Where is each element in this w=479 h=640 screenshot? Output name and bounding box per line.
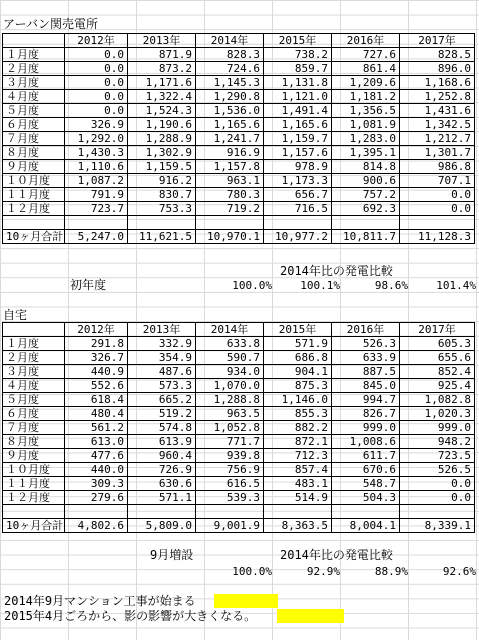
value-cell: 656.7 [264,188,332,202]
table-row [3,174,475,188]
table-row [3,393,475,407]
value-cell: 994.7 [332,393,400,407]
home-header-row [3,323,475,337]
value-cell: 716.5 [264,202,332,216]
value-cell: 552.6 [65,379,128,393]
home-total-row [3,519,475,533]
value-cell: 828.5 [400,48,475,62]
table-row [3,477,475,491]
value-cell: 1,283.0 [332,132,400,146]
year-header-cell: 2015年 [264,323,332,337]
month-label-cell: ６月度 [3,118,65,132]
value-cell: 571.9 [264,337,332,351]
blank-cell [332,216,400,230]
blank-cell [196,216,264,230]
urban-header-row [3,34,475,48]
year-header-cell: 2013年 [128,34,196,48]
value-cell: 1,165.6 [196,118,264,132]
value-cell: 487.6 [128,365,196,379]
value-cell: 440.0 [65,463,128,477]
total-value-cell: 5,247.0 [65,230,128,244]
value-cell: 630.6 [128,477,196,491]
value-cell: 925.4 [400,379,475,393]
table-row [3,48,475,62]
total-value-cell: 11,128.3 [400,230,475,244]
value-cell: 1,082.8 [400,393,475,407]
value-cell: 780.3 [196,188,264,202]
value-cell: 519.2 [128,407,196,421]
total-value-cell: 10,977.2 [264,230,332,244]
blank-row [3,505,475,519]
value-cell: 633.9 [332,351,400,365]
note-1-highlight [214,594,278,608]
value-cell: 1,395.1 [332,146,400,160]
table-row [3,76,475,90]
value-cell: 571.1 [128,491,196,505]
value-cell: 978.9 [264,160,332,174]
value-cell: 686.8 [264,351,332,365]
urban-ratio-2014: 100.0% [232,279,272,292]
value-cell: 1,252.8 [400,90,475,104]
month-label-cell: ８月度 [3,146,65,160]
value-cell: 480.4 [65,407,128,421]
value-cell: 618.4 [65,393,128,407]
value-cell: 712.3 [264,449,332,463]
value-cell: 291.8 [65,337,128,351]
month-label-cell: ３月度 [3,76,65,90]
value-cell: 0.0 [400,202,475,216]
month-label-cell: １０月度 [3,174,65,188]
home-ratio-2014: 100.0% [232,565,272,578]
year-header-cell: 2016年 [332,323,400,337]
value-cell: 855.3 [264,407,332,421]
value-cell: 1,301.7 [400,146,475,160]
value-cell: 1,168.6 [400,76,475,90]
month-label-cell: ７月度 [3,132,65,146]
value-cell: 861.4 [332,62,400,76]
header-corner-cell [3,323,65,337]
value-cell: 814.8 [332,160,400,174]
month-label-cell: ５月度 [3,104,65,118]
value-cell: 896.0 [400,62,475,76]
year-header-cell: 2017年 [400,323,475,337]
month-label-cell: １０月度 [3,463,65,477]
value-cell: 723.7 [65,202,128,216]
value-cell: 326.7 [65,351,128,365]
year-header-cell: 2017年 [400,34,475,48]
value-cell: 882.2 [264,421,332,435]
value-cell: 900.6 [332,174,400,188]
month-label-cell: ７月度 [3,421,65,435]
header-corner-cell [3,34,65,48]
total-value-cell: 11,621.5 [128,230,196,244]
value-cell: 1,288.9 [128,132,196,146]
urban-generation-table [2,33,475,244]
table-row [3,90,475,104]
table-row [3,491,475,505]
home-ratio-2015: 92.9% [306,565,340,578]
value-cell: 1,322.4 [128,90,196,104]
month-label-cell: １２月度 [3,491,65,505]
value-cell: 326.9 [65,118,128,132]
value-cell: 916.2 [128,174,196,188]
home-section-title: 自宅 [3,308,28,322]
month-label-cell: １１月度 [3,477,65,491]
value-cell: 1,491.4 [264,104,332,118]
value-cell: 590.7 [196,351,264,365]
value-cell: 0.0 [400,188,475,202]
value-cell: 1,342.5 [400,118,475,132]
year-header-cell: 2014年 [196,323,264,337]
value-cell: 939.8 [196,449,264,463]
value-cell: 726.9 [128,463,196,477]
value-cell: 1,052.8 [196,421,264,435]
note-1: 2014年9月マンション工事が始まる [4,594,196,608]
table-row [3,146,475,160]
value-cell: 963.1 [196,174,264,188]
urban-ratio-2017: 101.4% [436,279,476,292]
value-cell: 692.3 [332,202,400,216]
value-cell: 561.2 [65,421,128,435]
value-cell: 616.5 [196,477,264,491]
table-row [3,337,475,351]
value-cell: 0.0 [65,90,128,104]
blank-cell [128,216,196,230]
value-cell: 1,020.3 [400,407,475,421]
value-cell: 605.3 [400,337,475,351]
value-cell: 1,157.8 [196,160,264,174]
value-cell: 887.5 [332,365,400,379]
value-cell: 0.0 [400,491,475,505]
value-cell: 613.0 [65,435,128,449]
value-cell: 611.7 [332,449,400,463]
total-label-cell: 10ヶ月合計 [3,519,65,533]
value-cell: 948.2 [400,435,475,449]
blank-cell [264,216,332,230]
value-cell: 1,190.6 [128,118,196,132]
total-value-cell: 5,809.0 [128,519,196,533]
year-header-cell: 2013年 [128,323,196,337]
value-cell: 526.3 [332,337,400,351]
value-cell: 986.8 [400,160,475,174]
value-cell: 1,070.0 [196,379,264,393]
value-cell: 723.5 [400,449,475,463]
year-header-cell: 2015年 [264,34,332,48]
value-cell: 1,159.5 [128,160,196,174]
table-row [3,407,475,421]
value-cell: 309.3 [65,477,128,491]
urban-first-year-label: 初年度 [70,278,107,292]
value-cell: 1,157.6 [264,146,332,160]
value-cell: 483.1 [264,477,332,491]
table-row [3,188,475,202]
value-cell: 707.1 [400,174,475,188]
value-cell: 873.2 [128,62,196,76]
value-cell: 1,181.2 [332,90,400,104]
value-cell: 0.0 [400,477,475,491]
value-cell: 633.8 [196,337,264,351]
value-cell: 1,146.0 [264,393,332,407]
value-cell: 548.7 [332,477,400,491]
month-label-cell: ２月度 [3,62,65,76]
total-value-cell: 10,970.1 [196,230,264,244]
value-cell: 332.9 [128,337,196,351]
value-cell: 859.7 [264,62,332,76]
value-cell: 1,241.7 [196,132,264,146]
value-cell: 1,431.6 [400,104,475,118]
value-cell: 655.6 [400,351,475,365]
value-cell: 753.3 [128,202,196,216]
value-cell: 1,209.6 [332,76,400,90]
value-cell: 828.3 [196,48,264,62]
home-ratio-label: 2014年比の発電比較 [280,548,393,562]
table-row [3,104,475,118]
value-cell: 1,524.3 [128,104,196,118]
table-row [3,379,475,393]
note-2: 2015年4月ごろから、影の影響が大きくなる。 [4,609,257,623]
value-cell: 477.6 [65,449,128,463]
blank-cell [3,216,65,230]
value-cell: 1,081.9 [332,118,400,132]
month-label-cell: ９月度 [3,160,65,174]
value-cell: 999.0 [332,421,400,435]
value-cell: 857.4 [264,463,332,477]
home-ratio-2016: 88.9% [374,565,408,578]
home-ratio-2017: 92.6% [442,565,476,578]
blank-row [3,216,475,230]
value-cell: 1,292.0 [65,132,128,146]
value-cell: 1,173.3 [264,174,332,188]
value-cell: 0.0 [65,104,128,118]
total-value-cell: 9,001.9 [196,519,264,533]
total-value-cell: 8,363.5 [264,519,332,533]
blank-cell [196,505,264,519]
urban-ratio-2015: 100.1% [300,279,340,292]
value-cell: 904.1 [264,365,332,379]
table-row [3,449,475,463]
urban-ratio-label: 2014年比の発電比較 [280,264,393,278]
year-header-cell: 2016年 [332,34,400,48]
urban-ratio-2016: 98.6% [374,279,408,292]
value-cell: 526.5 [400,463,475,477]
total-value-cell: 4,802.6 [65,519,128,533]
blank-cell [65,216,128,230]
blank-cell [264,505,332,519]
value-cell: 1,087.2 [65,174,128,188]
value-cell: 354.9 [128,351,196,365]
blank-cell [400,216,475,230]
month-label-cell: ９月度 [3,449,65,463]
value-cell: 719.2 [196,202,264,216]
value-cell: 665.2 [128,393,196,407]
month-label-cell: ４月度 [3,90,65,104]
value-cell: 875.3 [264,379,332,393]
month-label-cell: ４月度 [3,379,65,393]
blank-cell [332,505,400,519]
value-cell: 1,165.6 [264,118,332,132]
value-cell: 539.3 [196,491,264,505]
value-cell: 1,302.9 [128,146,196,160]
value-cell: 826.7 [332,407,400,421]
table-row [3,160,475,174]
value-cell: 1,145.3 [196,76,264,90]
value-cell: 756.9 [196,463,264,477]
value-cell: 0.0 [65,76,128,90]
value-cell: 1,290.8 [196,90,264,104]
value-cell: 1,430.3 [65,146,128,160]
value-cell: 830.7 [128,188,196,202]
blank-cell [128,505,196,519]
value-cell: 871.9 [128,48,196,62]
value-cell: 1,110.6 [65,160,128,174]
table-row [3,202,475,216]
value-cell: 1,171.6 [128,76,196,90]
year-header-cell: 2012年 [65,34,128,48]
urban-total-row [3,230,475,244]
value-cell: 514.9 [264,491,332,505]
value-cell: 934.0 [196,365,264,379]
value-cell: 727.6 [332,48,400,62]
month-label-cell: １１月度 [3,188,65,202]
urban-section-title: アーバン関売電所 [3,17,99,31]
month-label-cell: ６月度 [3,407,65,421]
year-header-cell: 2014年 [196,34,264,48]
value-cell: 963.5 [196,407,264,421]
value-cell: 1,159.7 [264,132,332,146]
year-header-cell: 2012年 [65,323,128,337]
month-label-cell: １２月度 [3,202,65,216]
total-value-cell: 10,811.7 [332,230,400,244]
table-row [3,365,475,379]
value-cell: 279.6 [65,491,128,505]
table-row [3,435,475,449]
value-cell: 1,536.0 [196,104,264,118]
value-cell: 1,212.7 [400,132,475,146]
total-value-cell: 8,339.1 [400,519,475,533]
value-cell: 613.9 [128,435,196,449]
month-label-cell: ２月度 [3,351,65,365]
table-row [3,421,475,435]
value-cell: 573.3 [128,379,196,393]
month-label-cell: １月度 [3,48,65,62]
value-cell: 1,131.8 [264,76,332,90]
value-cell: 504.3 [332,491,400,505]
note-2-highlight [277,609,344,623]
value-cell: 440.9 [65,365,128,379]
value-cell: 999.0 [400,421,475,435]
month-label-cell: １月度 [3,337,65,351]
month-label-cell: ５月度 [3,393,65,407]
value-cell: 1,288.8 [196,393,264,407]
value-cell: 757.2 [332,188,400,202]
blank-cell [400,505,475,519]
table-row [3,132,475,146]
value-cell: 852.4 [400,365,475,379]
value-cell: 0.0 [65,62,128,76]
value-cell: 1,121.0 [264,90,332,104]
value-cell: 960.4 [128,449,196,463]
value-cell: 1,356.5 [332,104,400,118]
value-cell: 771.7 [196,435,264,449]
home-generation-table [2,322,475,533]
blank-cell [65,505,128,519]
value-cell: 574.8 [128,421,196,435]
table-row [3,351,475,365]
value-cell: 872.1 [264,435,332,449]
month-label-cell: ８月度 [3,435,65,449]
blank-cell [3,505,65,519]
table-row [3,118,475,132]
table-row [3,62,475,76]
value-cell: 916.9 [196,146,264,160]
total-value-cell: 8,004.1 [332,519,400,533]
value-cell: 670.6 [332,463,400,477]
value-cell: 1,008.6 [332,435,400,449]
total-label-cell: 10ヶ月合計 [3,230,65,244]
value-cell: 724.6 [196,62,264,76]
value-cell: 0.0 [65,48,128,62]
home-expansion-label: 9月増設 [150,548,194,562]
value-cell: 791.9 [65,188,128,202]
value-cell: 738.2 [264,48,332,62]
table-row [3,463,475,477]
value-cell: 845.0 [332,379,400,393]
month-label-cell: ３月度 [3,365,65,379]
